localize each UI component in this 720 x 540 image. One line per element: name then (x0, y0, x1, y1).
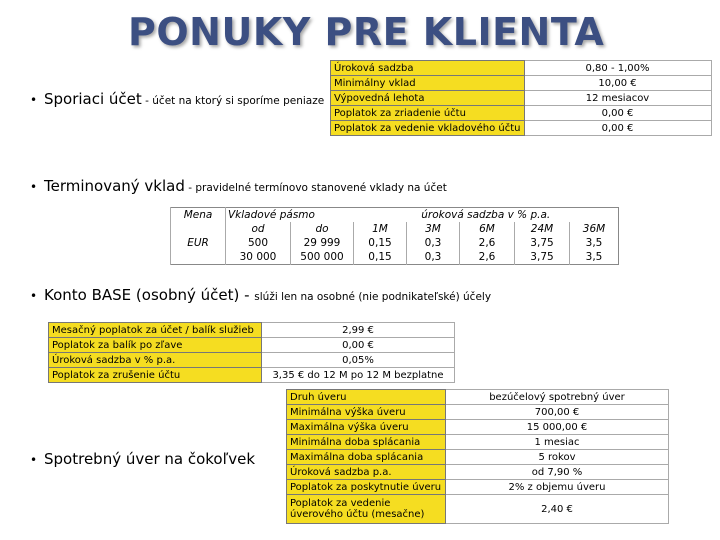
row-label: Úroková sadzba p.a. (287, 465, 446, 480)
bullet-sporiaci-ucet (30, 90, 324, 108)
row1-36m: 3,5 (570, 236, 619, 250)
row-label: Poplatok za zriadenie účtu (331, 106, 525, 121)
row-value: 15 000,00 € (446, 420, 669, 435)
col-1m: 1M (354, 222, 407, 236)
row2-6m: 2,6 (460, 250, 515, 265)
header-mena: Mena (171, 208, 226, 223)
bullet-dot-icon: • (30, 93, 38, 107)
konto-table (48, 322, 455, 383)
row-value: od 7,90 % (446, 465, 669, 480)
table-row (331, 61, 712, 76)
row-label: Mesačný poplatok za účet / balík služieb (49, 323, 262, 338)
row2-3m: 0,3 (407, 250, 460, 265)
row-value: 10,00 € (524, 76, 711, 91)
row-label: Úroková sadzba v % p.a. (49, 353, 262, 368)
bullet-spotrebny-uver (30, 450, 255, 468)
table-row (49, 368, 455, 383)
spotrebny-title: Spotrebný úver na čokoľvek (44, 450, 256, 468)
konto-description: slúži len na osobné (nie podnikateľské) účely (254, 291, 492, 303)
col-36m: 36M (570, 222, 619, 236)
table-row (287, 480, 669, 495)
row-value: 0,00 € (262, 338, 455, 353)
bullet-dot-icon: • (30, 180, 38, 194)
row1-6m: 2,6 (460, 236, 515, 250)
row-label: Minimálna výška úveru (287, 405, 446, 420)
row-value: 3,35 € do 12 M po 12 M bezplatne (262, 368, 455, 383)
table-row (331, 76, 712, 91)
row-value: 0,00 € (524, 106, 711, 121)
row1-3m: 0,3 (407, 236, 460, 250)
row2-24m: 3,75 (515, 250, 570, 265)
row-value: bezúčelový spotrebný úver (446, 390, 669, 405)
sporiaci-description: - účet na ktorý si sporíme peniaze (141, 95, 325, 107)
row-value: 0,05% (262, 353, 455, 368)
table-row (331, 121, 712, 136)
row-value: 5 rokov (446, 450, 669, 465)
row-value: 1 mesiac (446, 435, 669, 450)
table-row (287, 390, 669, 405)
row1-do: 29 999 (291, 236, 354, 250)
col-od: od (226, 222, 291, 236)
table-row (287, 435, 669, 450)
row2-od: 30 000 (226, 250, 291, 265)
row-label: Druh úveru (287, 390, 446, 405)
header-urokova-sadzba: úroková sadzba v % p.a. (421, 209, 551, 221)
row-label: Poplatok za poskytnutie úveru (287, 480, 446, 495)
row-label: Poplatok za vedenie úverového účtu (mesačne) (287, 495, 446, 524)
col-do: do (291, 222, 354, 236)
row1-1m: 0,15 (354, 236, 407, 250)
row-label: Poplatok za vedenie vkladového účtu (331, 121, 525, 136)
row-label: Maximálna výška úveru (287, 420, 446, 435)
table-row (331, 106, 712, 121)
row-label: Minimálna doba splácania (287, 435, 446, 450)
table-row (49, 338, 455, 353)
terminovany-description: - pravidelné termínovo stanovené vklady na účet (184, 182, 447, 194)
row1-24m: 3,75 (515, 236, 570, 250)
bullet-dot-icon: • (30, 453, 38, 467)
row2-do: 500 000 (291, 250, 354, 265)
row-value: 12 mesiacov (524, 91, 711, 106)
bullet-konto-base (30, 286, 491, 304)
col-6m: 6M (460, 222, 515, 236)
page-title: PONUKY PRE KLIENTA (128, 10, 605, 54)
row1-od: 500 (226, 236, 291, 250)
row-value: 700,00 € (446, 405, 669, 420)
table-row (49, 353, 455, 368)
row-label: Minimálny vklad (331, 76, 525, 91)
row-value: 0,80 - 1,00% (524, 61, 711, 76)
table-row (331, 91, 712, 106)
col-3m: 3M (407, 222, 460, 236)
sporiaci-table (330, 60, 712, 136)
row-label: Maximálna doba splácania (287, 450, 446, 465)
row-label: Úroková sadzba (331, 61, 525, 76)
row-label: Poplatok za zrušenie účtu (49, 368, 262, 383)
header-vkladove-pasmo: Vkladové pásmo (226, 208, 354, 223)
bullet-terminovany-vklad (30, 177, 447, 195)
col-24m: 24M (515, 222, 570, 236)
row-value: 2,99 € (262, 323, 455, 338)
konto-title: Konto BASE (osobný účet) - (44, 286, 255, 304)
table-row (287, 420, 669, 435)
spotrebny-table (286, 389, 669, 524)
table-row (287, 450, 669, 465)
terminovany-table (170, 207, 619, 265)
table-row (287, 465, 669, 480)
table-row (287, 495, 669, 524)
table-row (287, 405, 669, 420)
row2-1m: 0,15 (354, 250, 407, 265)
row-label: Výpovedná lehota (331, 91, 525, 106)
row-value: 2,40 € (446, 495, 669, 524)
currency-cell: EUR (171, 236, 226, 250)
table-row (49, 323, 455, 338)
sporiaci-title: Sporiaci účet (44, 90, 142, 108)
row2-36m: 3,5 (570, 250, 619, 265)
row-value: 0,00 € (524, 121, 711, 136)
row-value: 2% z objemu úveru (446, 480, 669, 495)
bullet-dot-icon: • (30, 289, 38, 303)
row-label: Poplatok za balík po zľave (49, 338, 262, 353)
terminovany-title: Terminovaný vklad (44, 177, 185, 195)
